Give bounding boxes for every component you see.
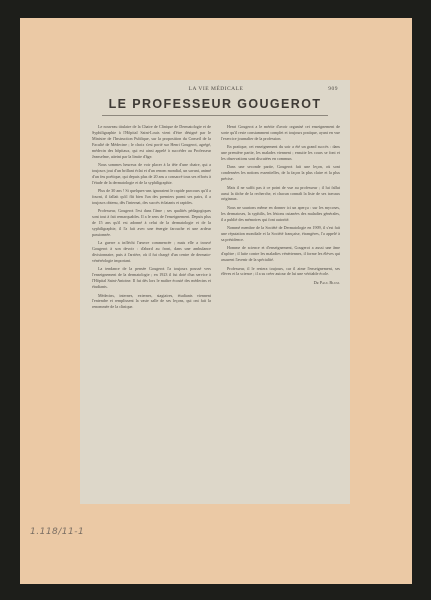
article-paragraph: Nous sommes heureux de voir placer à la tête d'une chaire, qui a toujours joui d'un brillant éclat et d'un renom mondial, un savant, animé d'un feu poétique, qui depuis plus de 20 ans a consacré tous ses efforts à l'étude de la dermatologie et de la syphiligraphie. (92, 161, 211, 185)
article-paragraph: Homme de science et d'enseignement, Gougerot a aussi une âme d'apôtre ; il lutte contre les maladies vénériennes, il forme les élèves qui assurent l'avenir de la spécialité. (221, 245, 340, 263)
article-paragraph: En pratique, cet enseignement du soir a été un grand succès : dans une première partie, les malades viennent ; ensuite les cours se font et les observations sont discutées en commun. (221, 144, 340, 162)
article-paragraph: Nous ne saurions même en donner ici un aperçu : sur les mycoses, les dermatoses, la syphilis, les lésions cutanées des maladies générales, il a publié des mémoires qui font autorité. (221, 204, 340, 222)
right-column-paragraphs (221, 124, 340, 277)
left-column (92, 124, 211, 498)
article-paragraph: Nommé membre de la Société de Dermatologie en 1909, il s'est fait une réputation mondiale et la Société française, étrangères, l'a appelé à sa présidence. (221, 225, 340, 242)
page-number: 909 (328, 86, 338, 92)
title-rule (102, 115, 328, 116)
right-column (221, 124, 340, 498)
author-signature: Dr Paul Blum. (313, 280, 340, 286)
article-columns (92, 124, 340, 498)
article-paragraph: La guerre a infléchi l'œuvre commencée ; mais elle a trouvé Gougerot à son devoir : d'abord au front, dans une ambulance divisionnaire, puis à l'arrière, où il fut chargé d'un centre de dermato-vénéréologie important. (92, 240, 211, 264)
article-paragraph: Dans une seconde partie, Gougerot fait une leçon, où sont condensées les notions essentielles, de la façon la plus claire et la plus précise. (221, 164, 340, 182)
article-paragraph: Mais il ne suffit pas à ce point de vue au professeur ; il lui fallut aussi la tâche de la recherche, et chacun connaît la liste de ses travaux originaux. (221, 184, 340, 202)
article-paragraph: Henri Gougerot a le mérite d'avoir organisé cet enseignement de sorte qu'il reste constamment complet et toujours pratique, ayant en vue l'exercice journalier de la profession. (221, 124, 340, 141)
article-paragraph: La tendance de la pensée Gougerot l'a toujours poussé vers l'enseignement de la dermatologie ; en 1923 il fut doté d'un service à l'Hôpital Saint-Antoine. Il fut dès lors le maître écouté des médecins et étudiants. (92, 266, 211, 290)
section-title: LA VIE MÉDICALE (188, 86, 244, 92)
article-paragraph: Plus de 30 ans ! Si quelques-uns ignoraient le rapide parcours qu'il a fourni, il fallait qu'il fût bien l'un des premiers parmi ses pairs, il a toujours obtenu, dès l'internat, des succès éclatants et rapides. (92, 188, 211, 205)
article-title: LE PROFESSEUR GOUGEROT (108, 97, 322, 111)
article-paragraph: Professeur, Gougerot l'est dans l'âme ; ses qualités pédagogiques sont tout à fait remarquables. Il a le sens de l'enseignement. Depuis plus de 15 ans qu'il est adonné à celui de la dermatologie et de la syphiligraphie, il l'a fait avec une énergie farouche et une ardeur passionnée. (92, 208, 211, 237)
running-head (94, 86, 338, 94)
handwritten-inscription: 1.118/11-1 (30, 527, 85, 537)
article-paragraph: Médecins, internes, externes, stagiaires, étudiants viennent l'entendre et remplissent la vaste salle de ses leçons, qui ont fait la renommée de la clinique. (92, 292, 211, 310)
article-paragraph: Professeur, il le restera toujours, car il aime l'enseignement, ses élèves et la science ; il a su créer autour de lui une véritable école. (221, 265, 340, 277)
newspaper-clipping (80, 80, 350, 504)
article-paragraph: Le nouveau titulaire de la Chaire de Clinique de Dermatologie et de Syphiligraphie à l'Hôpital Saint-Louis vient d'être désigné par le Ministre de l'Instruction Publique, sur la proposition du Conseil de la Faculté de Médecine ; le choix s'est porté sur Henri Gougerot, agrégé, médecin des hôpitaux, qui est ainsi appelé à succéder au Professeur Jeanselme, atteint par la limite d'âge. (92, 124, 211, 159)
